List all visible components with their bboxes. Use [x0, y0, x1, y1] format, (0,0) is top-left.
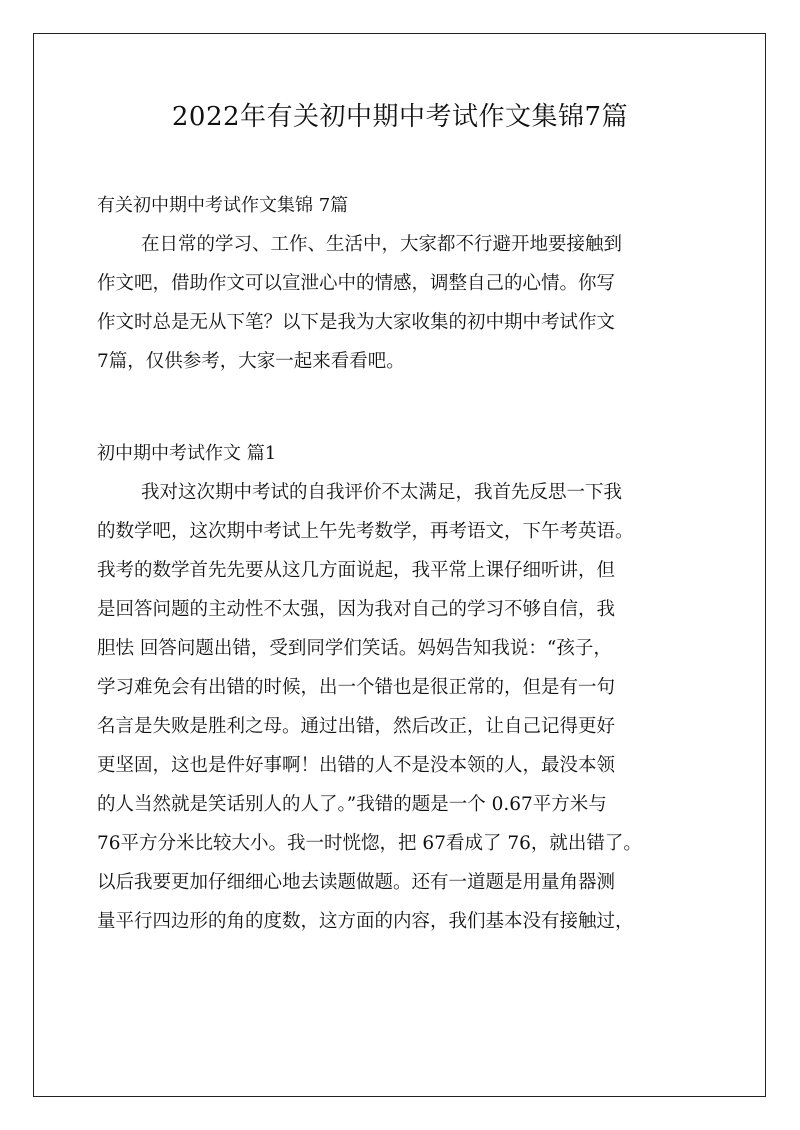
intro-line: 在日常的学习、工作、生活中，大家都不行避开地要接触到: [141, 234, 623, 255]
essay-line: 学习难免会有出错的时候，出一个错也是很正常的，但是有一句: [97, 677, 616, 698]
intro-line: 作文时总是无从下笔？以下是我为大家收集的初中期中考试作文: [97, 312, 616, 333]
essay-line: 的人当然就是笑话别人的人了。”我错的题是一个 0.67平方米与: [97, 794, 607, 815]
document-subtitle: 有关初中期中考试作文集锦 7篇: [97, 195, 349, 216]
essay-section: [97, 434, 707, 941]
essay-line: 的数学吧，这次期中考试上午先考数学，再考语文，下午考英语。: [97, 521, 634, 542]
intro-section: [97, 186, 707, 381]
essay-line: 名言是失败是胜利之母。通过出错，然后改正，让自己记得更好: [97, 716, 616, 737]
section-heading: 初中期中考试作文 篇1: [97, 443, 277, 464]
essay-line: 更坚固，这也是件好事啊！出错的人不是没本领的人，最没本领: [97, 755, 616, 776]
essay-line: 胆怯 回答问题出错，受到同学们笑话。妈妈告知我说：“孩子，: [97, 638, 612, 659]
essay-line: 76平方分米比较大小。我一时恍惚，把 67看成了 76，就出错了。: [97, 833, 642, 854]
intro-line: 7篇，仅供参考，大家一起来看看吧。: [97, 351, 405, 372]
document-title: 2022年有关初中期中考试作文集锦7篇: [171, 102, 629, 132]
essay-line: 我对这次期中考试的自我评价不太满足，我首先反思一下我: [141, 482, 623, 503]
intro-line: 作文吧，借助作文可以宣泄心中的情感，调整自己的心情。你写: [97, 273, 616, 294]
essay-line: 以后我要更加仔细细心地去读题做题。还有一道题是用量角器测: [97, 872, 616, 893]
essay-line: 量平行四边形的角的度数，这方面的内容，我们基本没有接触过，: [97, 911, 634, 932]
essay-line: 是回答问题的主动性不太强，因为我对自己的学习不够自信，我: [97, 599, 616, 620]
essay-line: 我考的数学首先先要从这几方面说起，我平常上课仔细听讲，但: [97, 560, 616, 581]
